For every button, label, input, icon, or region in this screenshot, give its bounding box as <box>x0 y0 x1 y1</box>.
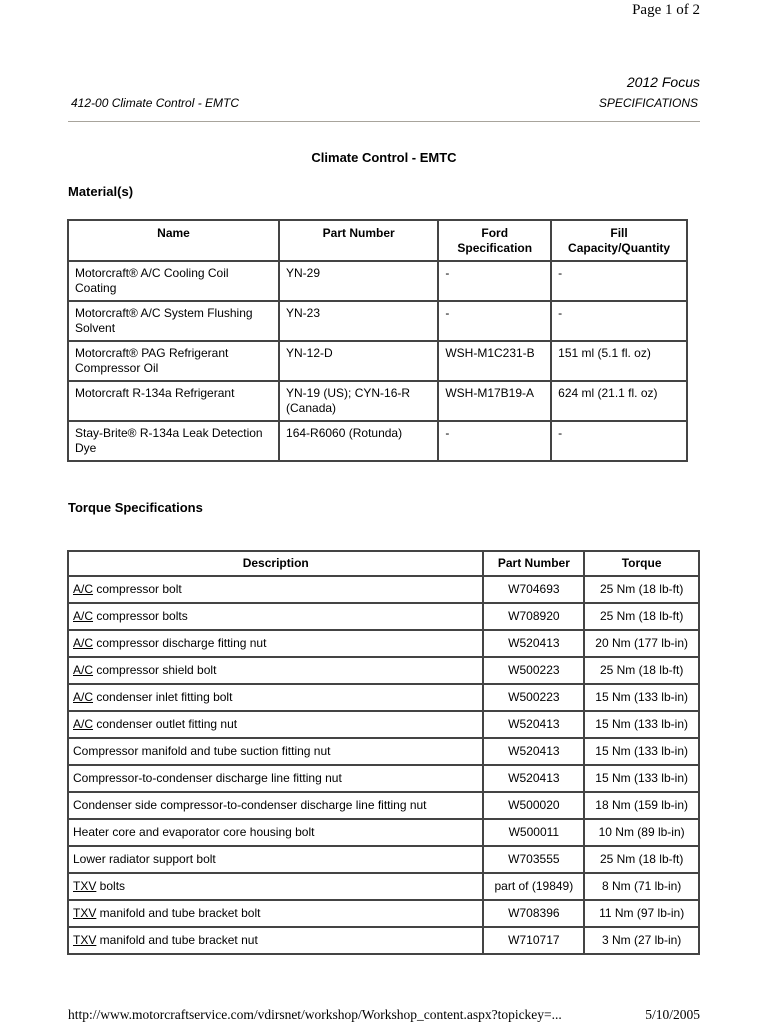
material-spec: WSH-M1C231-B <box>438 341 551 381</box>
torque-description <box>68 711 483 738</box>
description-text: compressor discharge fitting nut <box>93 636 267 650</box>
abbreviation-link[interactable]: A/C <box>73 609 94 623</box>
torque-description: Condenser side compressor-to-condenser discharge line fitting nut <box>68 792 483 819</box>
abbreviation-link[interactable]: A/C <box>73 690 94 704</box>
torque-description <box>68 630 483 657</box>
material-spec: - <box>438 261 551 301</box>
torque-part: W710717 <box>483 927 584 954</box>
description-text: compressor shield bolt <box>93 663 217 677</box>
table-row <box>68 900 699 927</box>
material-spec: WSH-M17B19-A <box>438 381 551 421</box>
abbreviation-link[interactable]: A/C <box>73 582 94 596</box>
torque-description: Compressor manifold and tube suction fitting nut <box>68 738 483 765</box>
torque-part: W520413 <box>483 765 584 792</box>
table-row <box>68 603 699 630</box>
table-row <box>68 657 699 684</box>
torque-header-row <box>68 551 699 576</box>
torque-part: W520413 <box>483 711 584 738</box>
abbreviation-link[interactable]: A/C <box>73 636 94 650</box>
table-row <box>68 846 699 873</box>
table-row <box>68 738 699 765</box>
description-text: condenser inlet fitting bolt <box>93 690 233 704</box>
material-fill: - <box>551 261 687 301</box>
material-fill: 151 ml (5.1 fl. oz) <box>551 341 687 381</box>
torque-description <box>68 927 483 954</box>
material-name: Stay-Brite® R-134a Leak Detection Dye <box>68 421 279 461</box>
material-name: Motorcraft® PAG Refrigerant Compressor Oil <box>68 341 279 381</box>
material-name: Motorcraft® A/C System Flushing Solvent <box>68 301 279 341</box>
torque-description: Lower radiator support bolt <box>68 846 483 873</box>
table-row <box>68 873 699 900</box>
table-row <box>68 261 687 301</box>
torque-value: 25 Nm (18 lb-ft) <box>584 603 699 630</box>
material-fill: - <box>551 421 687 461</box>
torque-description <box>68 900 483 927</box>
torque-description <box>68 873 483 900</box>
description-text: bolts <box>96 879 126 893</box>
abbreviation-link[interactable]: TXV <box>73 879 97 893</box>
description-text: manifold and tube bracket bolt <box>96 906 261 920</box>
description-text: compressor bolt <box>93 582 182 596</box>
torque-part: part of (19849) <box>483 873 584 900</box>
torque-description <box>68 576 483 603</box>
torque-part: W703555 <box>483 846 584 873</box>
section-code: 412-00 Climate Control - EMTC <box>71 96 240 110</box>
material-part: YN-23 <box>279 301 438 341</box>
material-spec: - <box>438 301 551 341</box>
torque-value: 15 Nm (133 lb-in) <box>584 738 699 765</box>
material-part: YN-29 <box>279 261 438 301</box>
torque-part: W704693 <box>483 576 584 603</box>
abbreviation-link[interactable]: TXV <box>73 933 97 947</box>
torque-value: 11 Nm (97 lb-in) <box>584 900 699 927</box>
description-text: compressor bolts <box>93 609 188 623</box>
footer-url: http://www.motorcraftservice.com/vdirsnet/workshop/Workshop_content.aspx?topickey=... <box>68 1007 562 1022</box>
document-title: Climate Control - EMTC <box>311 150 457 165</box>
torque-value: 10 Nm (89 lb-in) <box>584 819 699 846</box>
torque-description: Heater core and evaporator core housing bolt <box>68 819 483 846</box>
table-row <box>68 792 699 819</box>
description-text: condenser outlet fitting nut <box>93 717 238 731</box>
table-row <box>68 630 699 657</box>
table-row <box>68 765 699 792</box>
torque-part: W520413 <box>483 738 584 765</box>
header-divider <box>68 121 700 122</box>
column-header-name: Name <box>68 220 279 261</box>
torque-value: 15 Nm (133 lb-in) <box>584 711 699 738</box>
column-header-torque: Torque <box>584 551 699 576</box>
material-fill: 624 ml (21.1 fl. oz) <box>551 381 687 421</box>
torque-description <box>68 657 483 684</box>
torque-value: 25 Nm (18 lb-ft) <box>584 846 699 873</box>
materials-heading: Material(s) <box>68 184 134 199</box>
torque-value: 8 Nm (71 lb-in) <box>584 873 699 900</box>
torque-value: 20 Nm (177 lb-in) <box>584 630 699 657</box>
material-name: Motorcraft® A/C Cooling Coil Coating <box>68 261 279 301</box>
torque-value: 25 Nm (18 lb-ft) <box>584 657 699 684</box>
torque-description <box>68 603 483 630</box>
column-header-fill-capacity: Fill Capacity/Quantity <box>551 220 687 261</box>
table-row <box>68 711 699 738</box>
torque-value: 18 Nm (159 lb-in) <box>584 792 699 819</box>
material-part: YN-12-D <box>279 341 438 381</box>
torque-part: W500223 <box>483 684 584 711</box>
torque-value: 3 Nm (27 lb-in) <box>584 927 699 954</box>
torque-value: 25 Nm (18 lb-ft) <box>584 576 699 603</box>
table-row <box>68 684 699 711</box>
vehicle-model: 2012 Focus <box>626 74 700 90</box>
doc-type-label: SPECIFICATIONS <box>598 96 698 110</box>
description-text: manifold and tube bracket nut <box>96 933 258 947</box>
torque-value: 15 Nm (133 lb-in) <box>584 684 699 711</box>
column-header-ford-spec: Ford Specification <box>438 220 551 261</box>
torque-part: W520413 <box>483 630 584 657</box>
column-header-description: Description <box>68 551 483 576</box>
table-row <box>68 421 687 461</box>
torque-value: 15 Nm (133 lb-in) <box>584 765 699 792</box>
page-number: Page 1 of 2 <box>632 2 700 18</box>
torque-part: W500020 <box>483 792 584 819</box>
column-header-part-number: Part Number <box>483 551 584 576</box>
abbreviation-link[interactable]: A/C <box>73 717 94 731</box>
torque-part: W708920 <box>483 603 584 630</box>
table-row <box>68 301 687 341</box>
torque-table <box>67 550 700 955</box>
footer-date: 5/10/2005 <box>645 1007 700 1022</box>
table-row <box>68 341 687 381</box>
torque-part: W500223 <box>483 657 584 684</box>
torque-part: W708396 <box>483 900 584 927</box>
abbreviation-link[interactable]: TXV <box>73 906 97 920</box>
column-header-part-number: Part Number <box>279 220 438 261</box>
torque-heading: Torque Specifications <box>68 500 203 515</box>
materials-table <box>67 219 688 462</box>
material-name: Motorcraft R-134a Refrigerant <box>68 381 279 421</box>
material-part: YN-19 (US); CYN-16-R (Canada) <box>279 381 438 421</box>
torque-description: Compressor-to-condenser discharge line fitting nut <box>68 765 483 792</box>
table-row <box>68 927 699 954</box>
materials-header-row <box>68 220 687 261</box>
table-row <box>68 381 687 421</box>
material-part: 164-R6060 (Rotunda) <box>279 421 438 461</box>
material-spec: - <box>438 421 551 461</box>
torque-description <box>68 684 483 711</box>
table-row <box>68 819 699 846</box>
abbreviation-link[interactable]: A/C <box>73 663 94 677</box>
material-fill: - <box>551 301 687 341</box>
table-row <box>68 576 699 603</box>
torque-part: W500011 <box>483 819 584 846</box>
